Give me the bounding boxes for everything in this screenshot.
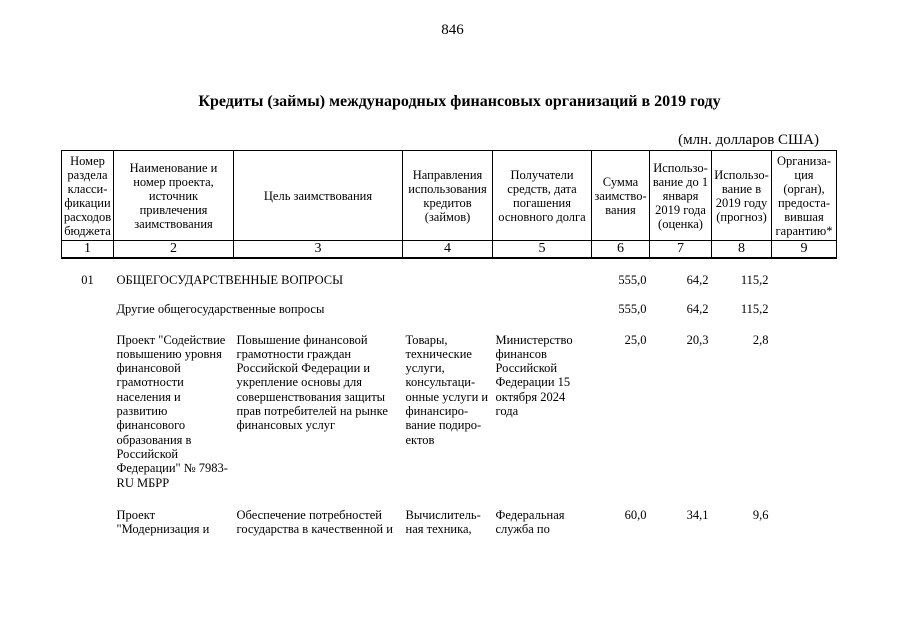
document-title: Кредиты (займы) международных финансовых организаций в 2019 году: [198, 93, 721, 110]
col-header-section-code: Номер раздела класси-фикации расходов бюджета: [62, 151, 114, 241]
col-number: 2: [114, 241, 234, 259]
row-used-before: 34,1: [686, 507, 709, 522]
row-amount: 60,0: [624, 507, 647, 522]
col-header-used-before: Использо-вание до 1 января 2019 года (оценка): [650, 151, 712, 241]
credits-table: [61, 150, 837, 536]
row-section-code: [62, 287, 114, 316]
row-name: Проект "Модернизация и: [116, 507, 210, 537]
table-row: [62, 258, 837, 287]
row-section-code: 01: [81, 273, 94, 287]
col-header-purpose: Цель заимствования: [234, 151, 403, 241]
row-purpose: Повышение финансовой грамотности граждан Российской Федерации и укрепление основы для совершенствования защиты прав потребителей на рынке финансовых услуг: [236, 332, 388, 433]
row-used-2019: 115,2: [740, 273, 769, 287]
col-number: 4: [403, 241, 493, 259]
row-guarantor: [772, 287, 837, 316]
row-purpose: Обеспечение потребностей государства в качественной и: [236, 507, 393, 537]
row-used-before: 64,2: [686, 273, 709, 287]
table-row: [62, 490, 837, 537]
col-header-project-name: Наименование и номер проекта, источник привлечения заимствования: [114, 151, 234, 241]
row-section-code: [62, 490, 114, 537]
row-name: Проект "Содействие повышению уровня финансовой грамотности населения и развитию финансового образования в Российской Федерации" № 7983-RU МБРР: [116, 332, 228, 490]
col-number: 7: [650, 241, 712, 259]
page-number: 846: [441, 22, 464, 38]
row-name: ОБЩЕГОСУДАРСТВЕННЫЕ ВОПРОСЫ: [116, 273, 344, 287]
row-section-code: [62, 317, 114, 490]
row-guarantor: [772, 258, 837, 287]
row-used-2019: 2,8: [752, 332, 769, 347]
row-used-before: 64,2: [686, 302, 709, 317]
col-number: 5: [493, 241, 592, 259]
col-number: 9: [772, 241, 837, 259]
row-amount: 555,0: [618, 302, 647, 317]
table-row: [62, 317, 837, 490]
col-header-recipients: Получатели средств, дата погашения основного долга: [493, 151, 592, 241]
row-name: Другие общегосударственные вопросы: [116, 302, 325, 317]
column-number-row: [62, 241, 837, 259]
units-label: (млн. долларов США): [678, 132, 819, 148]
col-number: 8: [712, 241, 772, 259]
col-number: 3: [234, 241, 403, 259]
row-guarantor: [772, 490, 837, 537]
table-row: [62, 287, 837, 316]
col-header-guarantor: Организа-ция (орган), предоста-вившая гарантию*: [772, 151, 837, 241]
row-amount: 555,0: [618, 273, 647, 287]
row-used-2019: 9,6: [752, 507, 769, 522]
header-row: [62, 151, 837, 241]
col-number: 1: [62, 241, 114, 259]
row-recipient: Министерство финансов Российской Федерации 15 октября 2024 года: [495, 332, 573, 419]
col-header-directions: Направления использования кредитов (займов): [403, 151, 493, 241]
row-directions: Товары, технические услуги, консультаци-онные услуги и финансиро-вание подиро-ектов: [405, 332, 489, 447]
row-directions: Вычислитель-ная техника,: [405, 507, 481, 537]
row-guarantor: [772, 317, 837, 490]
col-header-amount: Сумма заимство-вания: [592, 151, 650, 241]
row-recipient: Федеральная служба по: [495, 507, 565, 537]
row-used-2019: 115,2: [740, 302, 769, 317]
col-header-used-2019: Использо-вание в 2019 году (прогноз): [712, 151, 772, 241]
col-number: 6: [592, 241, 650, 259]
row-amount: 25,0: [624, 332, 647, 347]
row-used-before: 20,3: [686, 332, 709, 347]
